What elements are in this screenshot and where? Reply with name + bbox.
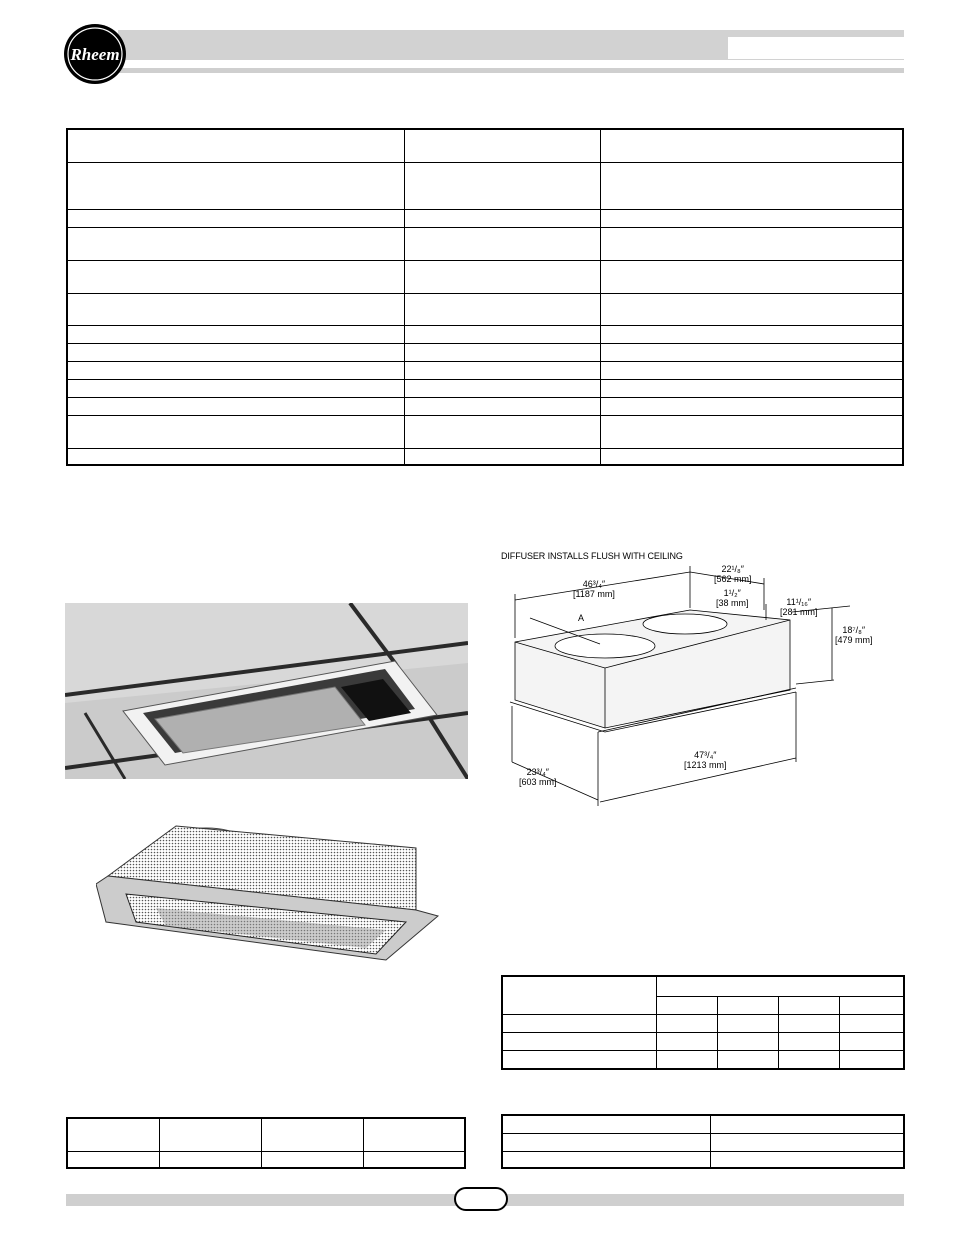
table-row	[502, 1014, 904, 1032]
table-row	[67, 448, 903, 465]
label-collar-mm: [38 mm]	[716, 598, 749, 608]
label-depth-top-in: 22¹/₈″	[721, 564, 744, 574]
label-length	[684, 750, 727, 770]
table-row	[502, 976, 904, 996]
table-row	[502, 1133, 904, 1151]
header-rule	[118, 68, 904, 73]
table-row	[67, 397, 903, 415]
label-dim-a: A	[578, 613, 585, 623]
model-table	[66, 1117, 466, 1169]
table-row	[502, 1050, 904, 1069]
label-depth-top-mm: [562 mm]	[714, 574, 752, 584]
label-width-top-in: 46³/₄″	[582, 579, 606, 589]
table-row	[67, 227, 903, 260]
label-collar	[716, 588, 749, 608]
label-depth-top	[714, 564, 752, 584]
table-row	[67, 343, 903, 361]
table-row	[67, 1118, 465, 1151]
table-row	[67, 209, 903, 227]
label-offset-mm: [281 mm]	[780, 607, 818, 617]
label-length-mm: [1213 mm]	[684, 760, 727, 770]
diagram-title: DIFFUSER INSTALLS FLUSH WITH CEILING	[501, 551, 683, 561]
table-row	[67, 325, 903, 343]
label-height-in: 18⁷/₈″	[842, 625, 866, 635]
spec-table	[66, 128, 904, 466]
table-row	[67, 1151, 465, 1168]
table-row	[502, 1032, 904, 1050]
diffuser-isometric-drawing	[96, 818, 441, 968]
table-row	[67, 415, 903, 448]
label-height	[835, 625, 873, 645]
label-offset-in: 11¹/₁₆″	[786, 597, 812, 607]
table-row	[67, 162, 903, 209]
label-width-top	[573, 579, 615, 599]
label-front	[519, 767, 557, 787]
table-row	[67, 129, 903, 162]
table-row	[67, 260, 903, 293]
ceiling-photo	[65, 603, 468, 779]
label-height-mm: [479 mm]	[835, 635, 873, 645]
label-width-top-mm: [1187 mm]	[573, 589, 615, 599]
label-collar-in: 1¹/₂″	[723, 588, 741, 598]
rheem-logo-icon	[62, 22, 128, 86]
table-row	[67, 361, 903, 379]
label-offset	[780, 597, 818, 617]
accessory-table	[501, 1114, 905, 1169]
table-row	[67, 293, 903, 325]
table-row	[67, 379, 903, 397]
page-number-badge	[454, 1187, 508, 1211]
header-tab	[728, 37, 904, 59]
table-row	[502, 1151, 904, 1168]
label-front-in: 23³/₄″	[526, 767, 549, 777]
table-row	[502, 1115, 904, 1133]
svg-text:Rheem: Rheem	[70, 45, 120, 64]
performance-table	[501, 975, 905, 1070]
label-front-mm: [603 mm]	[519, 777, 557, 787]
label-length-in: 47³/₄″	[694, 750, 717, 760]
